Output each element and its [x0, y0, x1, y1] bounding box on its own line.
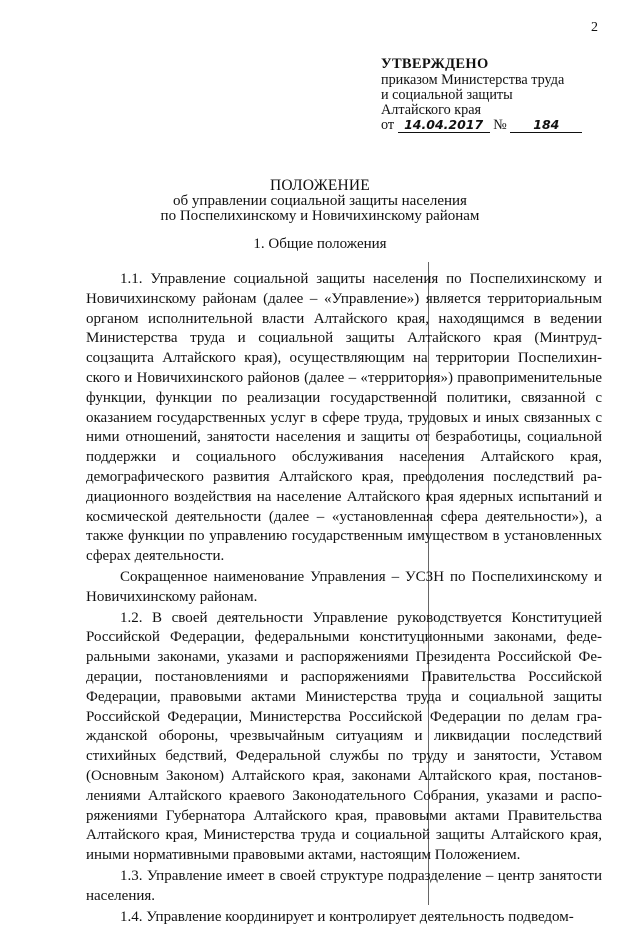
document-subtitle-line-1: об управлении социальной защиты населения	[173, 192, 467, 209]
document-body	[86, 270, 602, 928]
paragraph-1-1: 1.1. Управление социальной защиты населения по Поспелихинскому и Новичихинскому районам (далее – «Управление») является территориальным органом исполнительной власти Алтайского края, находящимся в ведении Министерства труда и социальной защиты Алтайского края (Минтрудсоцзащита Алтайского края), осуществляющим на территории Поспелихинского и Новичихинского районов (далее – «территория») правоприменительные функции, функции по реализации государственной политики, связанной с оказанием государственных услуг в сфере труда, трудовых и иных связанных с ними отношений, занятости населения и защиты от безработицы, социальной поддержки и социального обслуживания населения Алтайского края, демографического развития Алтайского края, преодоления последствий радиационного воздействия на население Алтайского края ядерных испытаний и космической деятельности (далее – «установленная сфера деятельности»), а также функции по управлению государственным имуществом в установленных сферах деятельности.	[86, 271, 602, 565]
document-title-block	[0, 178, 640, 225]
paragraph-short-name: Сокращенное наименование Управления – УСЗН по Поспелихинскому и Новичихинскому районам.	[86, 568, 602, 605]
approval-line-3: Алтайского края	[381, 102, 482, 118]
paragraph-1-4: 1.4. Управление координирует и контролирует деятельность подведом-	[120, 908, 574, 925]
document-subtitle-line-2: по Поспелихинскому и Новичихинскому районам	[160, 208, 480, 224]
section-heading: 1. Общие положения	[253, 236, 387, 252]
from-label: от	[381, 117, 395, 133]
document-title: ПОЛОЖЕНИЕ	[270, 177, 370, 194]
handwritten-number: 184	[510, 118, 582, 133]
approval-title: УТВЕРЖДЕНО	[381, 56, 489, 72]
number-label: №	[493, 117, 507, 133]
approval-line-2: и социальной защиты	[381, 87, 513, 103]
approval-date-line	[381, 118, 611, 133]
approval-line-1: приказом Министерства труда	[381, 72, 565, 88]
paragraph-1-3: 1.3. Управление имеет в своей структуре подразделение – центр занятости населения.	[86, 867, 602, 904]
approval-stamp	[381, 57, 611, 133]
paragraph-1-2: 1.2. В своей деятельности Управление руководствуется Конституцией Российской Федерации, федеральными конституционными законами, федеральными законами, указами и распоряжениями Президента Российской Федерации, постановлениями и распоряжениями Правительства Российской Федерации, правовыми актами Министерства труда и социальной защиты Российской Федерации, Министерства Российской Федерации по делам гражданской обороны, чрезвычайным ситуациям и ликвидации последствий стихийных бедствий, Федеральной службы по труду и занятости, Уставом (Основным Законом) Алтайского края, законами Алтайского края, постановлениями Алтайского краевого Законодательного Собрания, указами и распоряжениями Губернатора Алтайского края, правовыми актами Правительства Алтайского края, Министерства труда и социальной защиты Алтайского края, иными нормативными правовыми актами, настоящим Положением.	[86, 609, 602, 864]
page-number: 2	[591, 20, 598, 35]
handwritten-date: 14.04.2017	[398, 118, 490, 133]
